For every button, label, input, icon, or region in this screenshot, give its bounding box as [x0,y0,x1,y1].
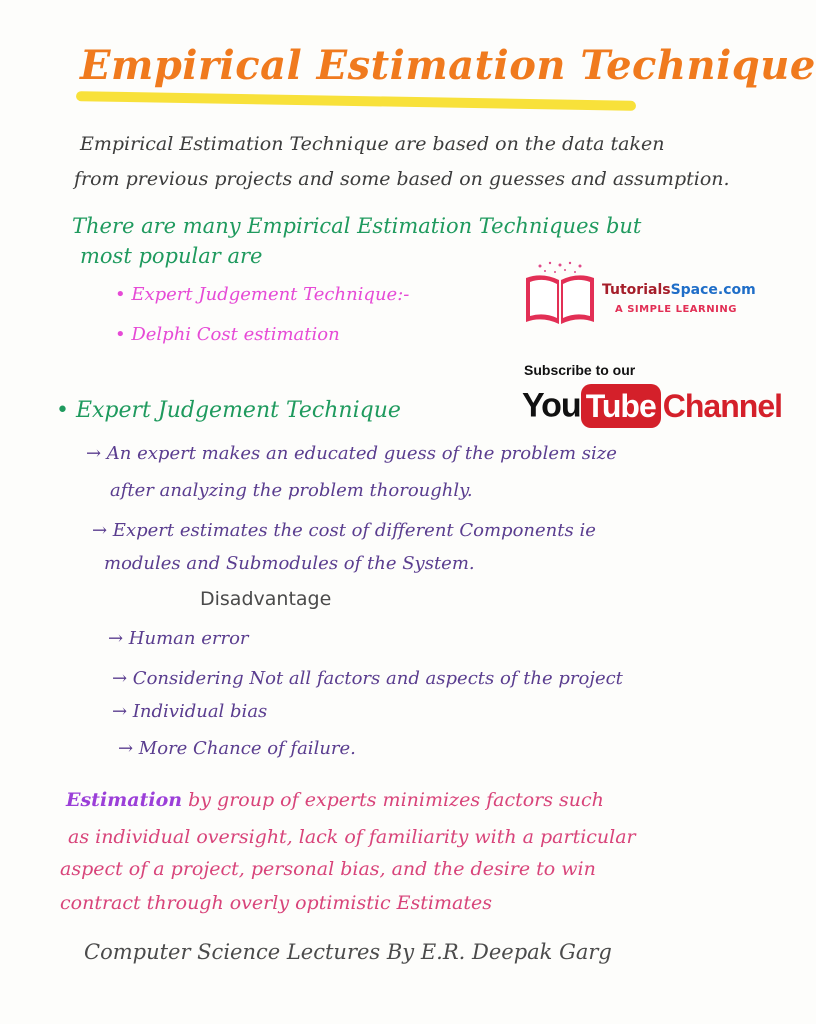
estimation-line-2: as individual oversight, lack of familiarity with a particular [68,826,636,848]
footer-credit: Computer Science Lectures By E.R. Deepak Garg [84,940,612,964]
open-book-icon [520,260,600,330]
intro-line-2: from previous projects and some based on guesses and assumption. [74,168,730,190]
youtube-channel-word: Channel [662,387,782,424]
youtube-tube: Tube [581,384,661,428]
expert-point-1-line-2: after analyzing the problem thoroughly. [110,480,473,501]
expert-heading: • Expert Judgement Technique [56,398,401,423]
subscribe-text: Subscribe to our [524,362,636,378]
popular-line-1: There are many Empirical Estimation Techniques but [72,214,642,238]
expert-point-1-line-1: → An expert makes an educated guess of the problem size [86,443,617,464]
popular-item-expert: • Expert Judgement Technique:- [115,284,410,305]
intro-line-1: Empirical Estimation Technique are based on the data taken [80,133,665,155]
disadvantage-item: → Individual bias [112,701,268,722]
disadvantage-heading: Disadvantage [200,588,332,610]
estimation-line-1-rest: by group of experts minimizes factors such [182,789,604,811]
popular-line-2: most popular are [80,244,263,268]
estimation-lead-word: Estimation [66,789,183,811]
disadvantage-item: → More Chance of failure. [118,738,356,759]
title-highlight [76,91,636,111]
logo-name-part1: Tutorials [602,282,671,298]
disadvantage-item: → Considering Not all factors and aspects of the project [112,668,623,689]
expert-point-2-line-1: → Expert estimates the cost of different Components ie [92,520,596,541]
disadvantage-item: → Human error [108,628,249,649]
estimation-line-1 [66,789,604,811]
youtube-you: You [522,386,581,425]
popular-item-delphi: • Delphi Cost estimation [115,324,340,345]
expert-point-2-line-2: modules and Submodules of the System. [104,553,475,574]
logo-name-part2: Space.com [670,282,756,298]
page-title: Empirical Estimation Technique [80,42,816,89]
logo-name [602,282,756,298]
estimation-line-3: aspect of a project, personal bias, and the desire to win [60,858,596,880]
logo-tagline: A SIMPLE LEARNING [615,304,737,315]
tutorialsspace-logo [520,260,756,330]
estimation-line-4: contract through overly optimistic Estimates [60,892,492,914]
youtube-channel-logo[interactable] [522,384,782,434]
